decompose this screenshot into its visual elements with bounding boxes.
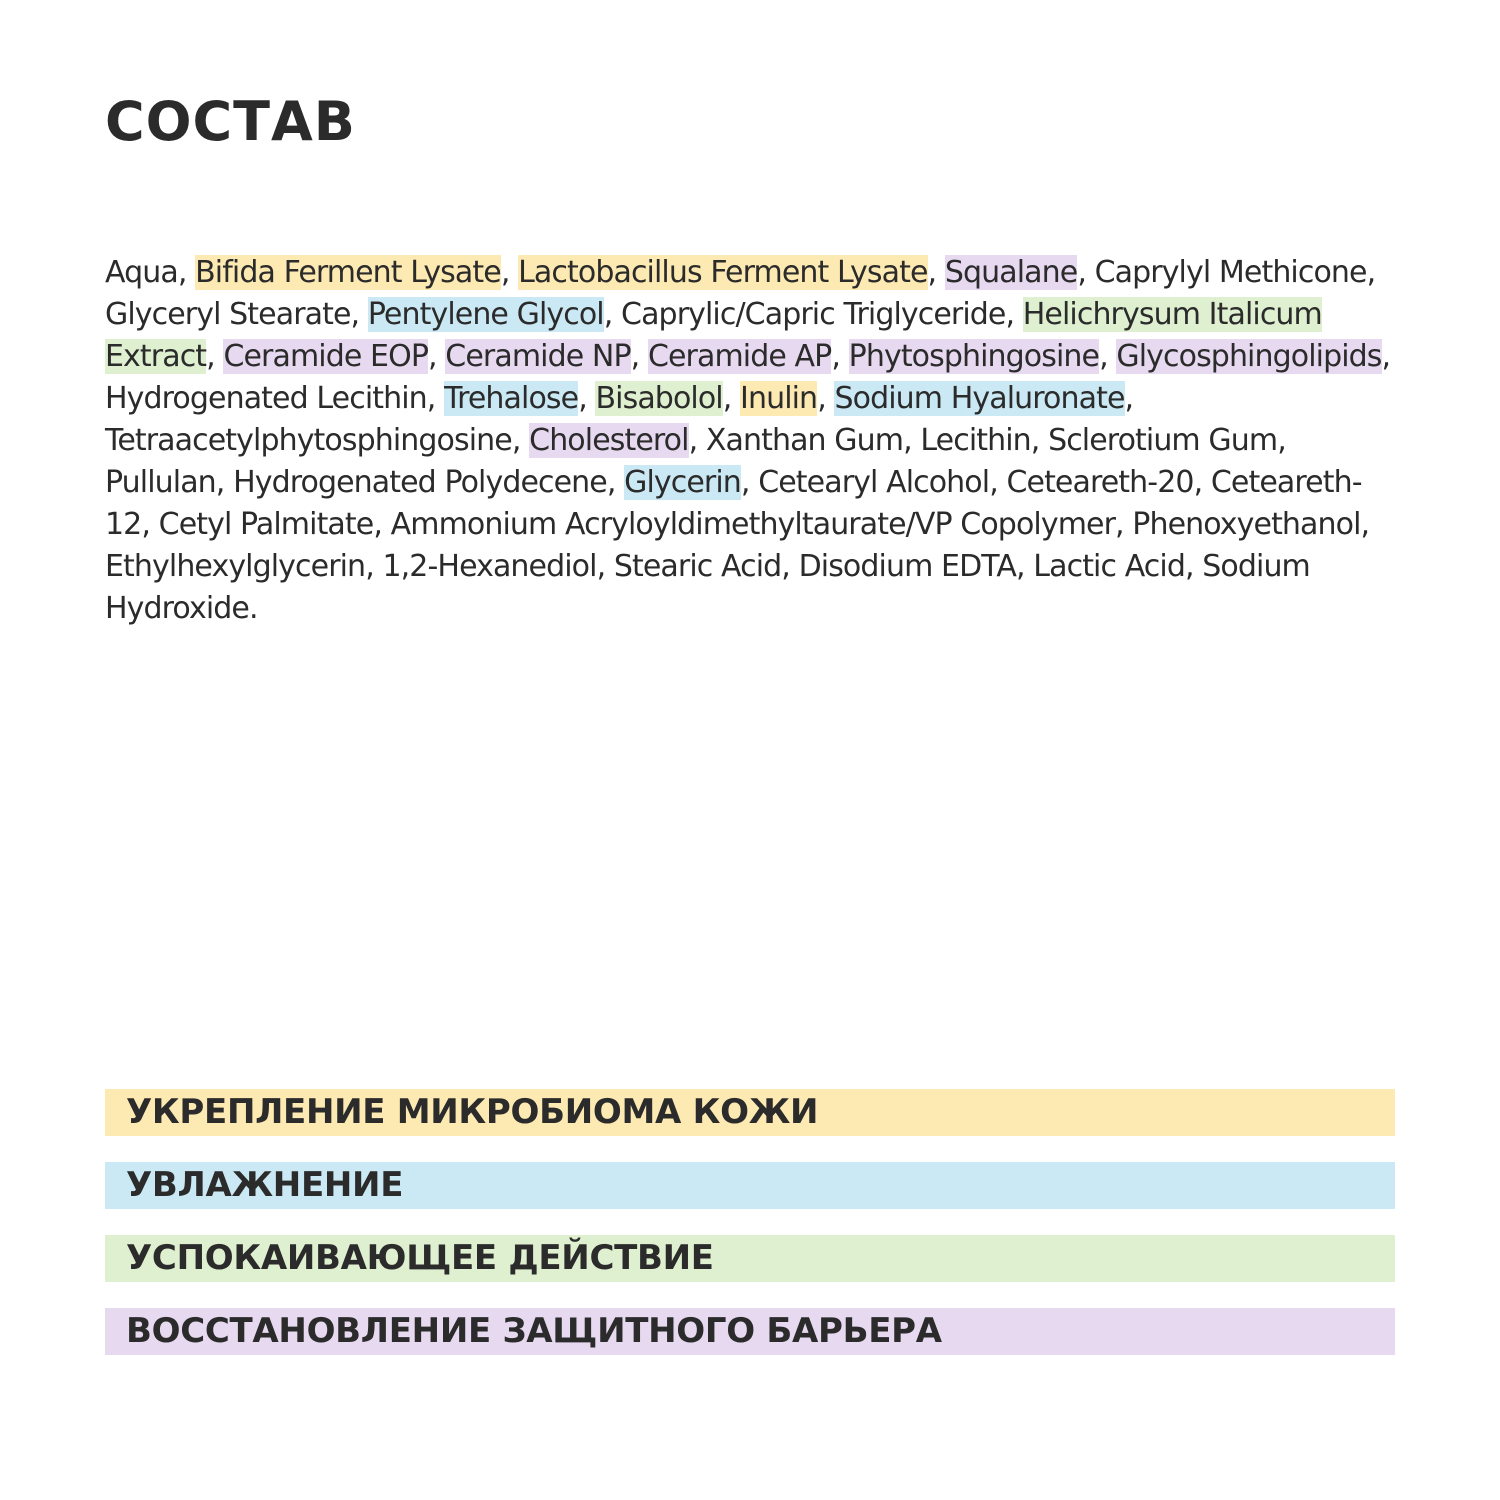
ingredient: Hydrogenated Lecithin [105, 381, 427, 416]
ingredient: Pullulan [105, 465, 216, 500]
ingredient-highlighted: Squalane [944, 255, 1078, 290]
ingredient-highlighted: Bisabolol [595, 381, 723, 416]
ingredient: Sodium Hydroxide [105, 549, 1310, 626]
legend-soothing: УСПОКАИВАЮЩЕЕ ДЕЙСТВИЕ [105, 1235, 1395, 1282]
ingredient-highlighted: Sodium Hyaluronate [834, 381, 1125, 416]
ingredient: Glyceryl Stearate [105, 297, 351, 332]
page-title: СОСТАВ [105, 90, 356, 153]
ingredient: Caprylic/Capric Triglyceride [621, 297, 1006, 332]
ingredient: Lecithin [920, 423, 1031, 458]
ingredients-list: Aqua, Bifida Ferment Lysate, Lactobacillus Ferment Lysate, Squalane, Caprylyl Methicone, Glyceryl Stearate, Pentylene Glycol, Caprylic/Capric Triglyceride, Helichrysum Italicum Extract, Ceramide EOP, Ceramide NP, Ceramide AP, Phytosphingosine, Glycosphingolipids, Hydrogenated Lecithin, Trehalose, Bisabolol, Inulin, Sodium Hyaluronate, Tetraacetylphytosphingosine, Cholesterol, Xanthan Gum, Lecithin, Sclerotium Gum, Pullulan, Hydrogenated Polydecene, Glycerin, Cetearyl Alcohol, Ceteareth-20, Ceteareth-12, Cetyl Palmitate, Ammonium Acryloyldimethyltaurate/VP Copolymer, Phenoxyethanol, Ethylhexylglycerin, 1,2-Hexanediol, Stearic Acid, Disodium EDTA, Lactic Acid, Sodium Hydroxide. [105, 255, 1391, 626]
legend-barrier: ВОССТАНОВЛЕНИЕ ЗАЩИТНОГО БАРЬЕРА [105, 1308, 1395, 1355]
legend-moisture: УВЛАЖНЕНИЕ [105, 1162, 1395, 1209]
ingredient: Cetearyl Alcohol [758, 465, 990, 500]
ingredient-highlighted: Phytosphingosine [848, 339, 1100, 374]
ingredient-highlighted: Inulin [740, 381, 818, 416]
ingredient-highlighted: Ceramide AP [647, 339, 832, 374]
ingredient-highlighted: Glycerin [624, 465, 741, 500]
legend-microbiome: УКРЕПЛЕНИЕ МИКРОБИОМА КОЖИ [105, 1089, 1395, 1136]
ingredient: Hydrogenated Polydecene [233, 465, 607, 500]
ingredient: Tetraacetylphytosphingosine [105, 423, 512, 458]
ingredient: Cetyl Palmitate [158, 507, 374, 542]
ingredient: Caprylyl Methicone [1094, 255, 1367, 290]
ingredient: Ceteareth-20 [1006, 465, 1194, 500]
ingredient-highlighted: Ceramide NP [445, 339, 631, 374]
ingredient-highlighted: Lactobacillus Ferment Lysate [518, 255, 928, 290]
ingredient: Lactic Acid [1033, 549, 1185, 584]
ingredient: Aqua [105, 255, 178, 290]
ingredient: Sclerotium Gum [1048, 423, 1278, 458]
ingredient: Ethylhexylglycerin [105, 549, 366, 584]
ingredient-highlighted: Glycosphingolipids [1116, 339, 1382, 374]
ingredient: 1,2-Hexanediol [382, 549, 597, 584]
ingredient-highlighted: Ceramide EOP [223, 339, 429, 374]
ingredient: Phenoxyethanol [1132, 507, 1361, 542]
ingredient: Disodium EDTA [798, 549, 1017, 584]
ingredient: Ammonium Acryloyldimethyltaurate/VP Copolymer [390, 507, 1116, 542]
ingredient: Ceteareth-12 [105, 465, 1362, 542]
ingredient: Xanthan Gum [705, 423, 904, 458]
ingredient: Stearic Acid [613, 549, 782, 584]
ingredient-highlighted: Bifida Ferment Lysate [195, 255, 501, 290]
ingredient-highlighted: Trehalose [444, 381, 579, 416]
ingredient-highlighted: Cholesterol [529, 423, 689, 458]
ingredient-highlighted: Helichrysum Italicum Extract [105, 297, 1322, 374]
ingredient-highlighted: Pentylene Glycol [367, 297, 604, 332]
